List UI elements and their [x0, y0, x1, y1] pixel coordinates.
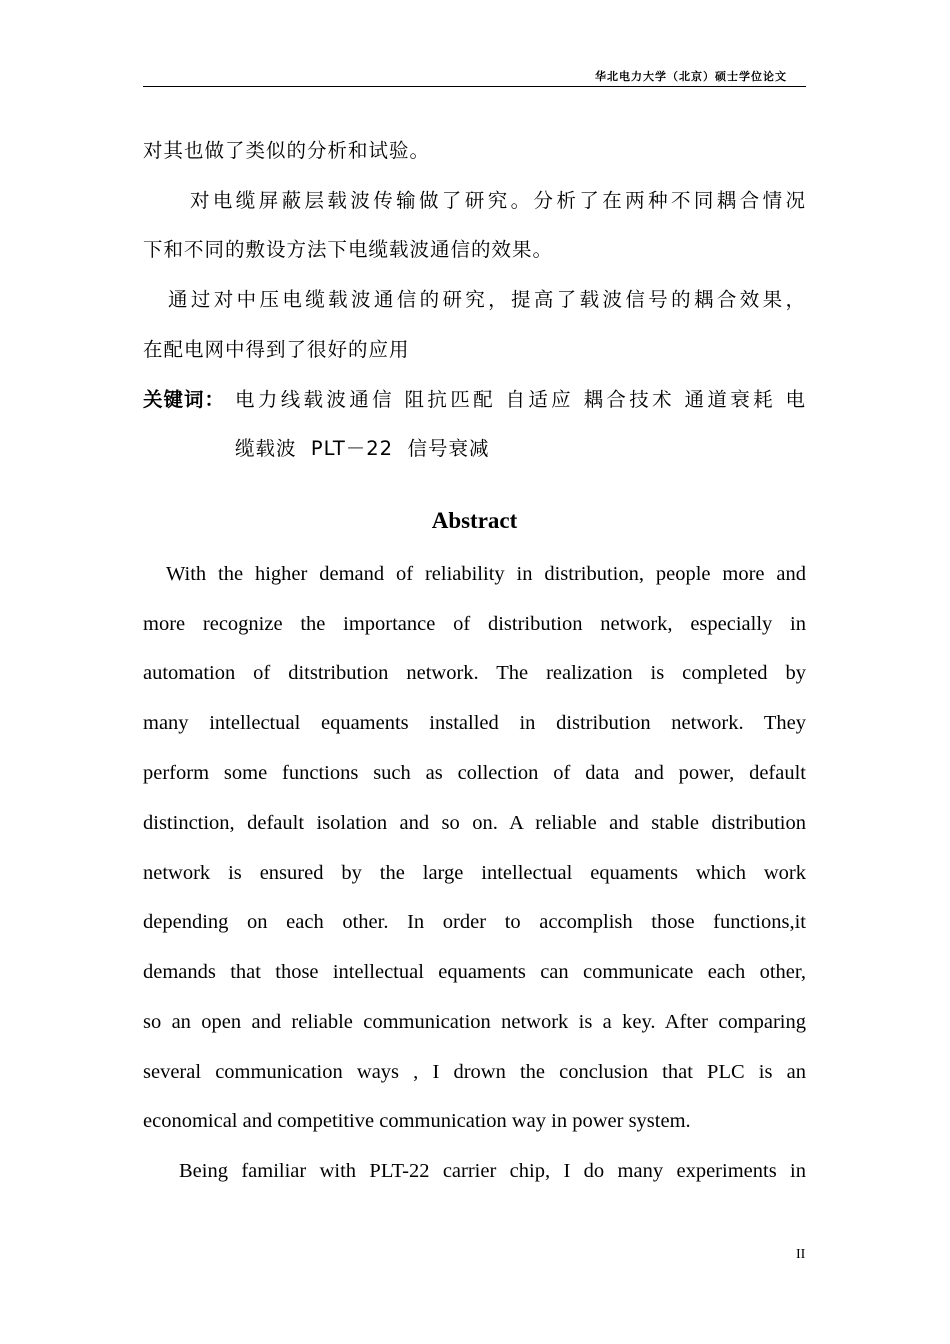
abstract-line: Being familiar with PLT-22 carrier chip, I do many experiments in	[179, 1160, 806, 1182]
abstract-line: more recognize the importance of distribution network, especially in	[143, 613, 806, 635]
header-title: 华北电力大学（北京）硕士学位论文	[595, 70, 787, 83]
keywords-line: 电力线载波通信 阻抗匹配 自适应 耦合技术 通道衰耗 电	[235, 388, 806, 411]
abstract-line: network is ensured by the large intellectual equaments which work	[143, 862, 806, 884]
cn-paragraph-line: 通过对中压电缆载波通信的研究，提高了载波信号的耦合效果，	[168, 288, 806, 311]
page-header	[143, 68, 806, 87]
abstract-line: many intellectual equaments installed in distribution network. They	[143, 712, 806, 734]
keywords-line: 缆载波 PLT－22 信号衰减	[235, 437, 490, 460]
cn-paragraph-line: 下和不同的敷设方法下电缆载波通信的效果。	[143, 238, 554, 261]
abstract-line: distinction, default isolation and so on. A reliable and stable distribution	[143, 812, 806, 834]
cn-paragraph-line: 对电缆屏蔽层载波传输做了研究。分析了在两种不同耦合情况	[190, 189, 806, 212]
abstract-line: demands that those intellectual equaments can communicate each other,	[143, 961, 806, 983]
abstract-line: so an open and reliable communication network is a key. After comparing	[143, 1011, 806, 1033]
keywords-label: 关键词：	[143, 388, 226, 411]
abstract-line: perform some functions such as collection of data and power, default	[143, 762, 806, 784]
page-number: II	[796, 1247, 806, 1262]
abstract-line: several communication ways , I drown the conclusion that PLC is an	[143, 1061, 806, 1083]
abstract-title: Abstract	[431, 508, 518, 533]
cn-paragraph-line: 对其也做了类似的分析和试验。	[143, 139, 431, 162]
abstract-line: automation of ditstribution network. The realization is completed by	[143, 662, 806, 684]
abstract-line: With the higher demand of reliability in distribution, people more and	[166, 563, 806, 585]
abstract-line: depending on each other. In order to accomplish those functions,it	[143, 911, 806, 933]
abstract-line: economical and competitive communication way in power system.	[143, 1110, 691, 1132]
cn-paragraph-line: 在配电网中得到了很好的应用	[143, 338, 410, 361]
